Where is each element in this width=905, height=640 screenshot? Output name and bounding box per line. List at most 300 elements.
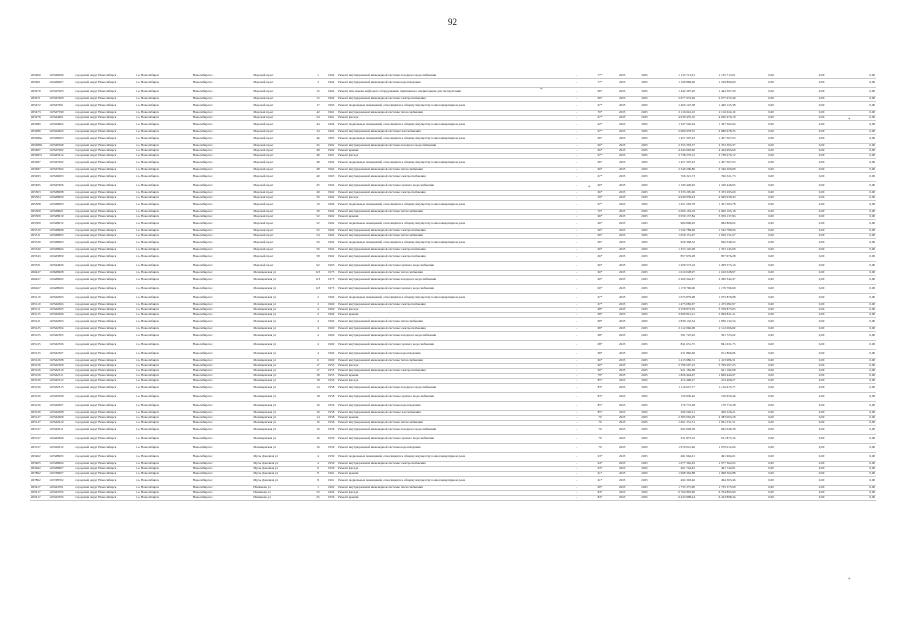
cell-work-subtype: - xyxy=(565,425,589,434)
cell-municipality: городской округ Новосибирск xyxy=(74,434,135,443)
cell-cost-owners: 0,00 xyxy=(825,368,876,373)
cell-locality-district: г.о. Новосибирск xyxy=(135,471,192,476)
cell-plan-end-year: 2025 xyxy=(633,495,655,500)
cell-locality-district: г.о. Новосибирск xyxy=(135,275,192,284)
cell-city: Новосибирск г. xyxy=(192,110,253,115)
cell-house-number: 4 xyxy=(311,349,325,358)
cell-street: Мочищенская ул xyxy=(252,434,311,443)
cell-cost-owners: 0,00 xyxy=(825,120,876,129)
cell-street: Морской пр-кт xyxy=(252,78,311,87)
cell-city: Новосибирск г. xyxy=(192,158,253,167)
cell-cost-fund: 1 542 789,66 xyxy=(696,228,736,233)
cell-row-id: #05417 xyxy=(30,485,48,490)
cell-cost-budget-regional: 0,00 xyxy=(775,238,826,247)
cell-locality-district: г.о. Новосибирск xyxy=(135,143,192,148)
cell-street: Мочищенская ул xyxy=(252,317,311,326)
cell-object-code: 1105#4703 xyxy=(48,495,74,500)
cell-street: Мусы Джалиля ул xyxy=(252,476,311,485)
cell-cost-owners: 0,00 xyxy=(825,143,876,148)
cell-work-type: Ремонт подвальных помещений, относящихся к общему имуществу в многоквартирном доме xyxy=(337,101,564,110)
cell-cost-owners: 0,00 xyxy=(825,87,876,96)
cell-plan-end-year: 2025 xyxy=(633,452,655,461)
cell-cost-budget-federal: 0,00 xyxy=(736,200,774,209)
cell-plan-end-year: 2025 xyxy=(633,443,655,452)
cell-plan-start-year: 2025 xyxy=(611,425,633,434)
cell-build-year: 1958 xyxy=(325,392,337,401)
cell-cost-budget-regional: 0,00 xyxy=(775,349,826,358)
cell-object-code: 1105#6003 xyxy=(48,172,74,181)
cell-cost-total: 6 243 898,44 xyxy=(656,495,696,500)
cell-cost-budget-federal: 0,00 xyxy=(736,73,774,78)
cell-city: Новосибирск г. xyxy=(192,373,253,378)
table-row xyxy=(30,134,876,143)
cell-wear-percent: 84* xyxy=(589,495,611,500)
cell-plan-end-year: 2025 xyxy=(633,153,655,158)
cell-cost-total: 1 542 789,66 xyxy=(656,228,696,233)
cell-row-id: #05126 xyxy=(30,373,48,378)
cell-work-type: Ремонт внутридомовой инженерной системы горячего водоснабжения xyxy=(337,284,564,293)
cell-wear-percent: 66* xyxy=(589,181,611,190)
table-row xyxy=(30,434,876,443)
cell-city: Новосибирск г. xyxy=(192,349,253,358)
cell-locality-district: г.о. Новосибирск xyxy=(135,443,192,452)
cell-city: Новосибирск г. xyxy=(192,96,253,101)
cell-cost-budget-regional: 0,00 xyxy=(775,110,826,115)
cell-build-year: 1960 xyxy=(325,331,337,340)
cell-object-code: 1105#2608 xyxy=(48,410,74,415)
cell-house-number: 52 xyxy=(311,228,325,233)
cell-row-id: #05125 xyxy=(30,331,48,340)
cell-cost-budget-federal: 0,00 xyxy=(736,476,774,485)
cell-municipality: городской округ Новосибирск xyxy=(74,425,135,434)
cell-wear-percent: 68* xyxy=(589,312,611,317)
cell-work-subtype: - xyxy=(565,443,589,452)
cell-work-type: Ремонт подвальных помещений, относящихся к общему имуществу в многоквартирном доме xyxy=(337,200,564,209)
cell-plan-end-year: 2025 xyxy=(633,312,655,317)
cell-cost-fund: 1 347 562,04 xyxy=(696,120,736,129)
cell-locality-district: г.о. Новосибирск xyxy=(135,195,192,200)
cell-cost-budget-federal: 0,00 xyxy=(736,466,774,471)
cell-work-type: Ремонт внутридомовой инженерной системы теплоснабжения xyxy=(337,317,564,326)
table-row xyxy=(30,87,876,96)
cell-locality-district: г.о. Новосибирск xyxy=(135,383,192,392)
cell-cost-budget-regional: 0,00 xyxy=(775,134,826,143)
cell-work-subtype: - xyxy=(565,148,589,153)
cell-cost-budget-regional: 0,00 xyxy=(775,143,826,148)
cell-street: Мочищенская ул xyxy=(252,378,311,383)
cell-house-number: 8 xyxy=(311,476,325,485)
cell-cost-owners: 0,00 xyxy=(825,302,876,307)
cell-build-year: 1960 xyxy=(325,317,337,326)
cell-cost-fund: 1 413 986,31 xyxy=(696,358,736,363)
cell-object-code: 1104#6007 xyxy=(48,78,74,87)
cell-municipality: городской округ Новосибирск xyxy=(74,373,135,378)
cell-plan-start-year: 2025 xyxy=(611,471,633,476)
cell-street: Мусы Джалиля ул xyxy=(252,461,311,466)
cell-cost-fund: 1 610 028,97 xyxy=(696,270,736,275)
cell-street: Морской пр-кт xyxy=(252,247,311,252)
cell-cost-budget-federal: 0,00 xyxy=(736,420,774,425)
cell-plan-start-year: 2025 xyxy=(611,115,633,120)
cell-work-subtype: - xyxy=(565,101,589,110)
cell-cost-budget-federal: 0,00 xyxy=(736,78,774,87)
cell-cost-total: 662 049,39 xyxy=(656,425,696,434)
cell-build-year: 1962 xyxy=(325,238,337,247)
cell-plan-start-year: 2025 xyxy=(611,326,633,331)
cell-cost-fund: 591 725,02 xyxy=(696,331,736,340)
cell-cost-total: 1 075 879,98 xyxy=(656,293,696,302)
cell-city: Новосибирск г. xyxy=(192,233,253,238)
cell-cost-total: 6 704 893,60 xyxy=(656,490,696,495)
cell-street: Морской пр-кт xyxy=(252,167,311,172)
cell-cost-budget-federal: 0,00 xyxy=(736,87,774,96)
cell-build-year: 1962 xyxy=(325,209,337,214)
margin-mark: * xyxy=(848,118,851,123)
cell-locality-district: г.о. Новосибирск xyxy=(135,200,192,209)
cell-street: Морской пр-кт xyxy=(252,96,311,101)
cell-object-code: 1105#8603 xyxy=(48,200,74,209)
cell-plan-end-year: 2025 xyxy=(633,471,655,476)
table-row xyxy=(30,120,876,129)
cell-plan-end-year: 2025 xyxy=(633,340,655,349)
cell-build-year: 1964 xyxy=(325,490,337,495)
cell-object-code: 1105#4606 xyxy=(48,261,74,270)
cell-build-year: 1962 xyxy=(325,96,337,101)
cell-locality-district: г.о. Новосибирск xyxy=(135,270,192,275)
cell-cost-owners: 0,00 xyxy=(825,228,876,233)
cell-plan-end-year: 2025 xyxy=(633,110,655,115)
cell-wear-percent: 60* xyxy=(589,275,611,284)
cell-cost-owners: 0,00 xyxy=(825,214,876,219)
cell-build-year: 1962 xyxy=(325,143,337,148)
cell-house-number: 16 xyxy=(311,410,325,415)
cell-row-id: #05495 xyxy=(30,181,48,190)
cell-work-subtype: - xyxy=(565,326,589,331)
cell-house-number: 1 xyxy=(311,73,325,78)
cell-work-type: Ремонт внутридомовой инженерной системы электроснабжения xyxy=(337,368,564,373)
cell-house-number: 16 xyxy=(311,420,325,425)
cell-work-subtype: - xyxy=(565,415,589,420)
cell-build-year: 1955 xyxy=(325,368,337,373)
cell-wear-percent: 66* xyxy=(589,214,611,219)
cell-municipality: городской округ Новосибирск xyxy=(74,392,135,401)
cell-cost-owners: 0,00 xyxy=(825,378,876,383)
cell-city: Новосибирск г. xyxy=(192,115,253,120)
cell-cost-fund: 1 077 362,65 xyxy=(696,461,736,466)
cell-cost-budget-federal: 0,00 xyxy=(736,312,774,317)
cell-row-id: #05405 xyxy=(30,461,48,466)
cell-object-code: 1105#8604 xyxy=(48,461,74,466)
cell-locality-district: г.о. Новосибирск xyxy=(135,415,192,420)
cell-plan-end-year: 2025 xyxy=(633,101,655,110)
cell-wear-percent: 68* xyxy=(589,340,611,349)
cell-work-subtype: - xyxy=(565,420,589,425)
cell-build-year: 1960 xyxy=(325,326,337,331)
cell-plan-end-year: 2025 xyxy=(633,349,655,358)
cell-work-type: Ремонт внутридомовой инженерной системы холодного водоснабжения xyxy=(337,383,564,392)
cell-cost-fund: 494 303,46 xyxy=(696,476,736,485)
cell-plan-end-year: 2025 xyxy=(633,415,655,420)
cell-row-id: #05509 xyxy=(30,209,48,214)
cell-cost-budget-federal: 0,00 xyxy=(736,443,774,452)
cell-cost-total: 926 348,52 xyxy=(656,238,696,247)
cell-row-id: #05126 xyxy=(30,401,48,410)
cell-row-id: #05126 xyxy=(30,383,48,392)
cell-cost-owners: 0,00 xyxy=(825,134,876,143)
cell-plan-start-year: 2025 xyxy=(611,443,633,452)
cell-plan-end-year: 2025 xyxy=(633,195,655,200)
cell-cost-total: 591 725,02 xyxy=(656,331,696,340)
cell-cost-budget-federal: 0,00 xyxy=(736,378,774,383)
cell-plan-end-year: 2025 xyxy=(633,120,655,129)
cell-row-id: #05540 xyxy=(30,247,48,252)
table-row xyxy=(30,392,876,401)
cell-cost-budget-regional: 0,00 xyxy=(775,195,826,200)
cell-street: Морской пр-кт xyxy=(252,219,311,228)
cell-plan-start-year: 2025 xyxy=(611,167,633,172)
cell-object-code: 1105#6003 xyxy=(48,134,74,143)
cell-plan-end-year: 2025 xyxy=(633,214,655,219)
cell-municipality: городской округ Новосибирск xyxy=(74,247,135,252)
cell-city: Новосибирск г. xyxy=(192,120,253,129)
cell-build-year: 1963 xyxy=(325,261,337,270)
cell-locality-district: г.о. Новосибирск xyxy=(135,120,192,129)
cell-wear-percent: 63* xyxy=(589,452,611,461)
cell-wear-percent: 70 xyxy=(589,443,611,452)
cell-locality-district: г.о. Новосибирск xyxy=(135,115,192,120)
registry-table xyxy=(30,73,876,501)
cell-cost-fund: 1 998 362,88 xyxy=(696,471,736,476)
cell-plan-start-year: 2025 xyxy=(611,134,633,143)
cell-row-id: #05504 xyxy=(30,195,48,200)
cell-work-subtype: - xyxy=(565,383,589,392)
cell-plan-start-year: 2025 xyxy=(611,270,633,275)
cell-municipality: городской округ Новосибирск xyxy=(74,143,135,148)
cell-plan-start-year: 2025 xyxy=(611,293,633,302)
cell-plan-start-year: 2025 xyxy=(611,378,633,383)
cell-city: Новосибирск г. xyxy=(192,312,253,317)
cell-cost-total: 2 540 206,89 xyxy=(656,167,696,172)
cell-municipality: городской округ Новосибирск xyxy=(74,195,135,200)
cell-plan-start-year: 2025 xyxy=(611,101,633,110)
cell-build-year: 1963 xyxy=(325,101,337,110)
cell-cost-budget-federal: 0,00 xyxy=(736,392,774,401)
cell-cost-budget-federal: 0,00 xyxy=(736,425,774,434)
cell-cost-total: 3 558 873,05 xyxy=(656,307,696,312)
cell-plan-start-year: 2025 xyxy=(611,358,633,363)
cell-wear-percent: 67* xyxy=(589,101,611,110)
cell-locality-district: г.о. Новосибирск xyxy=(135,101,192,110)
cell-street: Морской пр-кт xyxy=(252,190,311,195)
cell-cost-budget-regional: 0,00 xyxy=(775,87,826,96)
cell-street: Мочищенская ул xyxy=(252,383,311,392)
cell-cost-fund: 662 049,39 xyxy=(696,425,736,434)
cell-street: Морской пр-кт xyxy=(252,228,311,233)
cell-house-number: 52 xyxy=(311,214,325,219)
cell-house-number: 52 xyxy=(311,219,325,228)
cell-street: Морской пр-кт xyxy=(252,87,311,96)
cell-locality-district: г.о. Новосибирск xyxy=(135,209,192,214)
cell-plan-start-year: 2025 xyxy=(611,87,633,96)
cell-work-subtype: - xyxy=(565,172,589,181)
cell-cost-budget-federal: 0,00 xyxy=(736,190,774,195)
cell-house-number: 56 xyxy=(311,238,325,247)
cell-row-id: #05115 xyxy=(30,312,48,317)
cell-object-code: 1105#8010 xyxy=(48,214,74,219)
cell-cost-budget-federal: 0,00 xyxy=(736,158,774,167)
cell-plan-start-year: 2025 xyxy=(611,434,633,443)
cell-cost-total: 1 347 562,04 xyxy=(656,120,696,129)
cell-locality-district: г.о. Новосибирск xyxy=(135,349,192,358)
cell-house-number: 54 xyxy=(311,233,325,238)
table-row xyxy=(30,261,876,270)
cell-object-code: 1105#2309 xyxy=(48,363,74,368)
cell-plan-end-year: 2025 xyxy=(633,490,655,495)
cell-locality-district: г.о. Новосибирск xyxy=(135,252,192,261)
cell-city: Новосибирск г. xyxy=(192,358,253,363)
cell-municipality: городской округ Новосибирск xyxy=(74,233,135,238)
cell-municipality: городской округ Новосибирск xyxy=(74,443,135,452)
cell-cost-owners: 0,00 xyxy=(825,392,876,401)
cell-house-number: 23 xyxy=(311,490,325,495)
cell-plan-end-year: 2025 xyxy=(633,358,655,363)
cell-cost-owners: 0,00 xyxy=(825,110,876,115)
cell-row-id: #05126 xyxy=(30,410,48,415)
cell-municipality: городской округ Новосибирск xyxy=(74,331,135,340)
cell-municipality: городской округ Новосибирск xyxy=(74,209,135,214)
cell-wear-percent: 66* xyxy=(589,219,611,228)
cell-wear-percent: 60* xyxy=(589,485,611,490)
cell-city: Новосибирск г. xyxy=(192,270,253,275)
table-row xyxy=(30,219,876,228)
cell-cost-owners: 0,00 xyxy=(825,284,876,293)
cell-municipality: городской округ Новосибирск xyxy=(74,134,135,143)
cell-plan-start-year: 2025 xyxy=(611,401,633,410)
cell-cost-budget-federal: 0,00 xyxy=(736,143,774,148)
cell-cost-owners: 0,00 xyxy=(825,219,876,228)
cell-plan-start-year: 2025 xyxy=(611,219,633,228)
cell-cost-owners: 0,00 xyxy=(825,420,876,425)
cell-build-year: 1960 xyxy=(325,312,337,317)
cell-wear-percent: 68* xyxy=(589,349,611,358)
cell-locality-district: г.о. Новосибирск xyxy=(135,358,192,363)
cell-cost-budget-federal: 0,00 xyxy=(736,181,774,190)
cell-wear-percent: 66* xyxy=(589,167,611,172)
cell-work-subtype: - xyxy=(565,410,589,415)
cell-cost-fund: 926 348,52 xyxy=(696,238,736,247)
cell-work-type: Ремонт внутридомовой инженерной системы электроснабжения xyxy=(337,247,564,252)
cell-work-subtype: - xyxy=(565,120,589,129)
cell-work-subtype: - xyxy=(565,261,589,270)
cell-work-type: Ремонт внутридомовой инженерной системы теплоснабжения xyxy=(337,420,564,425)
cell-street: Мочищенская ул xyxy=(252,340,311,349)
cell-house-number: 24 xyxy=(311,115,325,120)
cell-cost-budget-regional: 0,00 xyxy=(775,392,826,401)
cell-object-code: 1107#8607 xyxy=(48,471,74,476)
cell-object-code: 1104#8602 xyxy=(48,275,74,284)
cell-locality-district: г.о. Новосибирск xyxy=(135,172,192,181)
cell-cost-budget-regional: 0,00 xyxy=(775,190,826,195)
cell-municipality: городской округ Новосибирск xyxy=(74,485,135,490)
cell-municipality: городской округ Новосибирск xyxy=(74,78,135,87)
cell-cost-total: 841 631,75 xyxy=(656,340,696,349)
cell-cost-total: 1 829 444,97 xyxy=(656,373,696,378)
cell-locality-district: г.о. Новосибирск xyxy=(135,452,192,461)
cell-municipality: городской округ Новосибирск xyxy=(74,167,135,172)
cell-cost-budget-federal: 0,00 xyxy=(736,238,774,247)
cell-cost-budget-regional: 0,00 xyxy=(775,307,826,312)
cell-object-code: 1105#7603 xyxy=(48,87,74,96)
cell-row-id: #05110 xyxy=(30,302,48,307)
cell-wear-percent: 67* xyxy=(589,293,611,302)
cell-work-subtype: - xyxy=(565,78,589,87)
cell-wear-percent: 85* xyxy=(589,401,611,410)
cell-work-subtype: - xyxy=(565,275,589,284)
cell-cost-owners: 0,00 xyxy=(825,181,876,190)
cell-cost-budget-regional: 0,00 xyxy=(775,101,826,110)
cell-city: Новосибирск г. xyxy=(192,252,253,261)
cell-cost-budget-regional: 0,00 xyxy=(775,96,826,101)
cell-city: Новосибирск г. xyxy=(192,275,253,284)
cell-street: Мочищенская ул xyxy=(252,302,311,307)
cell-cost-budget-federal: 0,00 xyxy=(736,247,774,252)
cell-city: Новосибирск г. xyxy=(192,148,253,153)
cell-cost-fund: 1 829 444,97 xyxy=(696,373,736,378)
cell-work-subtype: - xyxy=(565,209,589,214)
cell-street: Мочищенская ул xyxy=(252,326,311,331)
cell-work-type: Ремонт внутридомовой инженерной системы газоснабжения xyxy=(337,129,564,134)
cell-row-id: #05487 xyxy=(30,148,48,153)
cell-work-subtype: - xyxy=(565,252,589,261)
cell-cost-owners: 0,00 xyxy=(825,410,876,415)
cell-cost-fund: 3 059 137,84 xyxy=(696,214,736,219)
cell-cost-fund: 1 475 082,97 xyxy=(696,302,736,307)
cell-municipality: городской округ Новосибирск xyxy=(74,476,135,485)
cell-build-year: 1962 xyxy=(325,214,337,219)
cell-municipality: городской округ Новосибирск xyxy=(74,275,135,284)
cell-municipality: городской округ Новосибирск xyxy=(74,471,135,476)
cell-work-subtype: - xyxy=(565,167,589,172)
cell-municipality: городской округ Новосибирск xyxy=(74,452,135,461)
cell-object-code: 1105#2309 xyxy=(48,392,74,401)
cell-cost-fund: 3 558 873,05 xyxy=(696,307,736,312)
cell-street: Мочищенская ул xyxy=(252,275,311,284)
cell-cost-owners: 0,00 xyxy=(825,293,876,302)
cell-work-subtype: - xyxy=(565,143,589,148)
cell-cost-owners: 0,00 xyxy=(825,73,876,78)
cell-object-code: 1105#2312 xyxy=(48,378,74,383)
cell-work-subtype: - xyxy=(565,228,589,233)
cell-city: Новосибирск г. xyxy=(192,87,253,96)
cell-plan-start-year: 2025 xyxy=(611,153,633,158)
cell-locality-district: г.о. Новосибирск xyxy=(135,219,192,228)
cell-city: Новосибирск г. xyxy=(192,425,253,434)
cell-object-code: 1105#4601 xyxy=(48,115,74,120)
cell-locality-district: г.о. Новосибирск xyxy=(135,158,192,167)
cell-row-id: #05478 xyxy=(30,115,48,120)
cell-street: Морской пр-кт xyxy=(252,143,311,148)
cell-plan-start-year: 2025 xyxy=(611,73,633,78)
cell-cost-owners: 0,00 xyxy=(825,461,876,466)
cell-object-code: 1105#2313 xyxy=(48,383,74,392)
cell-house-number: 62 xyxy=(311,261,325,270)
cell-cost-owners: 0,00 xyxy=(825,434,876,443)
margin-mark: * xyxy=(540,88,543,93)
cell-work-subtype: - xyxy=(565,340,589,349)
cell-locality-district: г.о. Новосибирск xyxy=(135,181,192,190)
cell-city: Новосибирск г. xyxy=(192,134,253,143)
cell-wear-percent: 67* xyxy=(589,129,611,134)
